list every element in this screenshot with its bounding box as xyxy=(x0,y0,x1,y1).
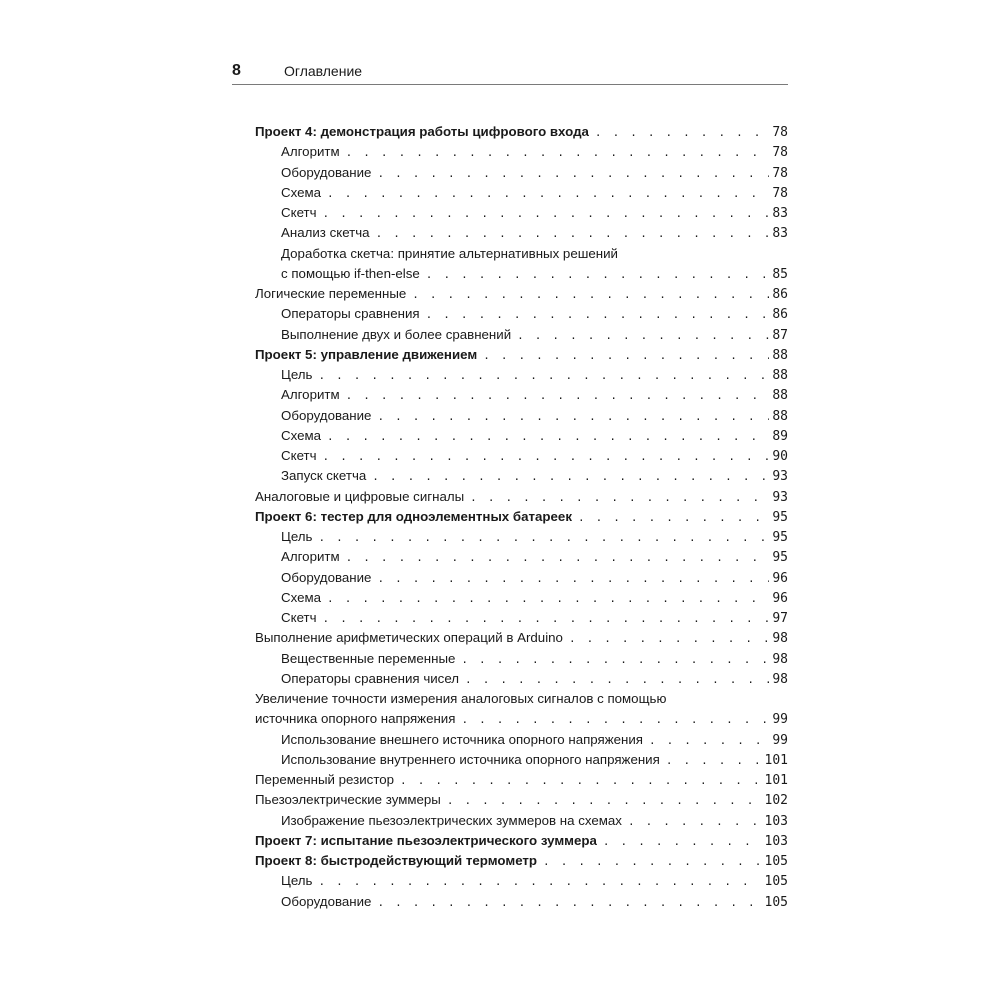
toc-entry-page: 103 xyxy=(764,833,788,849)
toc-entry-page: 99 xyxy=(772,712,788,728)
toc-entry-page: 97 xyxy=(772,611,788,626)
dot-leader xyxy=(376,224,770,244)
toc-entry[interactable] xyxy=(255,750,788,770)
dot-leader xyxy=(327,427,769,447)
dot-leader xyxy=(377,569,769,589)
table-of-contents xyxy=(255,122,788,912)
toc-entry-page: 101 xyxy=(764,773,788,788)
dot-leader xyxy=(543,852,761,872)
toc-entry-page: 105 xyxy=(764,854,788,869)
toc-entry-title: Доработка скетча: принятие альтернативных решений xyxy=(281,245,618,261)
dot-leader xyxy=(595,123,769,143)
toc-entry-page: 95 xyxy=(772,550,788,566)
toc-entry-title: источника опорного напряжения xyxy=(255,711,456,727)
toc-entry[interactable] xyxy=(255,790,788,810)
toc-entry-title: Запуск скетча xyxy=(281,468,367,484)
toc-entry-title: Увеличение точности измерения аналоговых сигналов с помощью xyxy=(255,691,667,706)
dot-leader xyxy=(323,447,770,467)
toc-entry[interactable] xyxy=(255,183,788,203)
dot-leader xyxy=(327,589,769,609)
dot-leader xyxy=(318,528,769,548)
toc-entry[interactable] xyxy=(255,568,788,588)
toc-entry[interactable] xyxy=(255,608,788,628)
toc-entry[interactable] xyxy=(255,325,788,345)
toc-entry-page: 87 xyxy=(772,327,788,343)
toc-entry[interactable] xyxy=(255,406,788,426)
toc-entry-title: Проект 7: испытание пьезоэлектрического зуммера xyxy=(255,832,597,848)
toc-entry-page: 98 xyxy=(772,651,788,667)
dot-leader xyxy=(426,265,770,285)
toc-entry[interactable] xyxy=(255,730,788,750)
running-title: Оглавление xyxy=(284,63,363,79)
toc-entry-title: Проект 6: тестер для одноэлементных батареек xyxy=(255,508,572,524)
dot-leader xyxy=(578,508,769,528)
toc-entry[interactable] xyxy=(255,122,788,142)
toc-entry-title: Проект 5: управление движением xyxy=(255,346,478,362)
toc-entry-title: Оборудование xyxy=(281,893,372,909)
toc-entry[interactable] xyxy=(255,709,788,729)
toc-entry-title: Пьезоэлектрические зуммеры xyxy=(255,792,441,808)
page-header xyxy=(232,60,788,85)
toc-entry[interactable] xyxy=(255,689,788,709)
toc-entry-title: Операторы сравнения xyxy=(281,306,420,322)
toc-entry[interactable] xyxy=(255,203,788,223)
toc-entry-title: Оборудование xyxy=(281,569,372,585)
toc-entry-page: 93 xyxy=(772,469,788,485)
toc-entry-title: Цель xyxy=(281,873,313,889)
toc-entry-page: 86 xyxy=(772,307,788,323)
dot-leader xyxy=(346,143,770,163)
dot-leader xyxy=(628,812,762,832)
toc-entry-page: 93 xyxy=(772,489,788,505)
toc-entry[interactable] xyxy=(255,385,788,405)
toc-entry-title: Скетч xyxy=(281,448,317,463)
toc-entry[interactable] xyxy=(255,831,788,851)
toc-entry-page: 83 xyxy=(772,226,788,242)
toc-entry-page: 102 xyxy=(764,793,788,809)
dot-leader xyxy=(649,731,769,751)
toc-entry[interactable] xyxy=(255,527,788,547)
toc-entry-title: Использование внешнего источника опорного напряжения xyxy=(281,731,643,747)
toc-entry-page: 78 xyxy=(772,145,788,161)
dot-leader xyxy=(377,407,769,427)
dot-leader xyxy=(517,326,769,346)
toc-entry[interactable] xyxy=(255,142,788,162)
toc-entry-page: 86 xyxy=(772,287,788,302)
toc-entry[interactable] xyxy=(255,304,788,324)
toc-entry-page: 88 xyxy=(772,368,788,383)
toc-entry-title: Анализ скетча xyxy=(281,225,370,241)
toc-entry[interactable] xyxy=(255,547,788,567)
toc-entry-page: 98 xyxy=(772,631,788,647)
toc-entry-title: Логические переменные xyxy=(255,286,407,301)
dot-leader xyxy=(372,467,769,487)
toc-entry-page: 99 xyxy=(772,732,788,748)
toc-entry-title: Использование внутреннего источника опорного напряжения xyxy=(281,751,660,767)
toc-entry-title: Выполнение арифметических операций в Arduino xyxy=(255,630,563,646)
dot-leader xyxy=(318,872,761,892)
toc-entry-page: 78 xyxy=(772,125,788,140)
dot-leader xyxy=(318,366,769,386)
dot-leader xyxy=(323,609,770,629)
dot-leader xyxy=(377,164,769,184)
toc-entry-title: Оборудование xyxy=(281,407,372,423)
dot-leader xyxy=(426,305,770,325)
dot-leader xyxy=(461,710,769,730)
toc-entry[interactable] xyxy=(255,669,788,689)
dot-leader xyxy=(346,386,770,406)
toc-entry[interactable] xyxy=(255,284,788,304)
toc-entry[interactable] xyxy=(255,426,788,446)
toc-entry-page: 105 xyxy=(764,894,788,910)
toc-entry-title: Изображение пьезоэлектрических зуммеров на схемах xyxy=(281,812,622,828)
toc-entry-page: 96 xyxy=(772,570,788,586)
toc-entry-title: Схема xyxy=(281,589,322,605)
toc-entry-title: Переменный резистор xyxy=(255,772,395,787)
toc-entry-page: 90 xyxy=(772,449,788,464)
toc-entry-title: Вещественные переменные xyxy=(281,650,456,666)
page-number: 8 xyxy=(232,62,241,79)
toc-entry-title: с помощью if-then-else xyxy=(281,265,420,281)
toc-entry-title: Оборудование xyxy=(281,164,372,180)
toc-entry-title: Выполнение двух и более сравнений xyxy=(281,326,512,342)
toc-entry-title: Операторы сравнения чисел xyxy=(281,670,460,686)
toc-entry-page: 85 xyxy=(772,266,788,282)
toc-entry[interactable] xyxy=(255,649,788,669)
toc-entry-title: Алгоритм xyxy=(281,549,340,565)
toc-entry[interactable] xyxy=(255,264,788,284)
toc-entry-page: 89 xyxy=(772,428,788,444)
toc-entry-title: Проект 8: быстродействующий термометр xyxy=(255,853,538,868)
toc-entry-page: 83 xyxy=(772,206,788,221)
toc-entry-title: Цель xyxy=(281,367,313,382)
toc-entry-title: Скетч xyxy=(281,610,317,625)
dot-leader xyxy=(666,751,762,771)
toc-entry[interactable] xyxy=(255,223,788,243)
toc-entry[interactable] xyxy=(255,244,788,264)
toc-entry-title: Алгоритм xyxy=(281,387,340,403)
toc-entry-page: 95 xyxy=(772,509,788,525)
toc-entry-title: Схема xyxy=(281,184,322,200)
toc-entry[interactable] xyxy=(255,892,788,912)
dot-leader xyxy=(603,832,762,852)
toc-entry[interactable] xyxy=(255,487,788,507)
toc-entry[interactable] xyxy=(255,851,788,871)
toc-entry[interactable] xyxy=(255,871,788,891)
toc-entry[interactable] xyxy=(255,365,788,385)
toc-entry-page: 88 xyxy=(772,347,788,363)
dot-leader xyxy=(327,184,769,204)
dot-leader xyxy=(569,629,769,649)
toc-entry-page: 88 xyxy=(772,388,788,404)
toc-entry-title: Скетч xyxy=(281,205,317,220)
toc-entry[interactable] xyxy=(255,811,788,831)
toc-entry-page: 101 xyxy=(764,752,788,768)
dot-leader xyxy=(470,488,769,508)
dot-leader xyxy=(465,670,769,690)
toc-entry[interactable] xyxy=(255,163,788,183)
dot-leader xyxy=(323,204,770,224)
toc-entry[interactable] xyxy=(255,466,788,486)
toc-entry[interactable] xyxy=(255,345,788,365)
dot-leader xyxy=(412,285,769,305)
toc-entry-page: 78 xyxy=(772,185,788,201)
toc-entry-page: 95 xyxy=(772,530,788,545)
dot-leader xyxy=(461,650,769,670)
toc-entry-page: 98 xyxy=(772,671,788,687)
toc-entry-page: 96 xyxy=(772,590,788,606)
dot-leader xyxy=(346,548,770,568)
toc-entry-title: Алгоритм xyxy=(281,144,340,160)
toc-entry-page: 78 xyxy=(772,165,788,181)
dot-leader xyxy=(447,791,762,811)
toc-entry[interactable] xyxy=(255,628,788,648)
toc-entry[interactable] xyxy=(255,446,788,466)
toc-entry[interactable] xyxy=(255,588,788,608)
toc-entry[interactable] xyxy=(255,507,788,527)
toc-entry-page: 88 xyxy=(772,408,788,424)
toc-entry[interactable] xyxy=(255,770,788,790)
dot-leader xyxy=(483,346,769,366)
toc-entry-page: 103 xyxy=(764,813,788,829)
toc-entry-title: Аналоговые и цифровые сигналы xyxy=(255,488,465,504)
toc-entry-title: Проект 4: демонстрация работы цифрового входа xyxy=(255,124,589,139)
toc-entry-title: Схема xyxy=(281,427,322,443)
toc-entry-page: 105 xyxy=(764,874,788,890)
dot-leader xyxy=(377,893,761,913)
toc-entry-title: Цель xyxy=(281,529,313,544)
dot-leader xyxy=(400,771,761,791)
